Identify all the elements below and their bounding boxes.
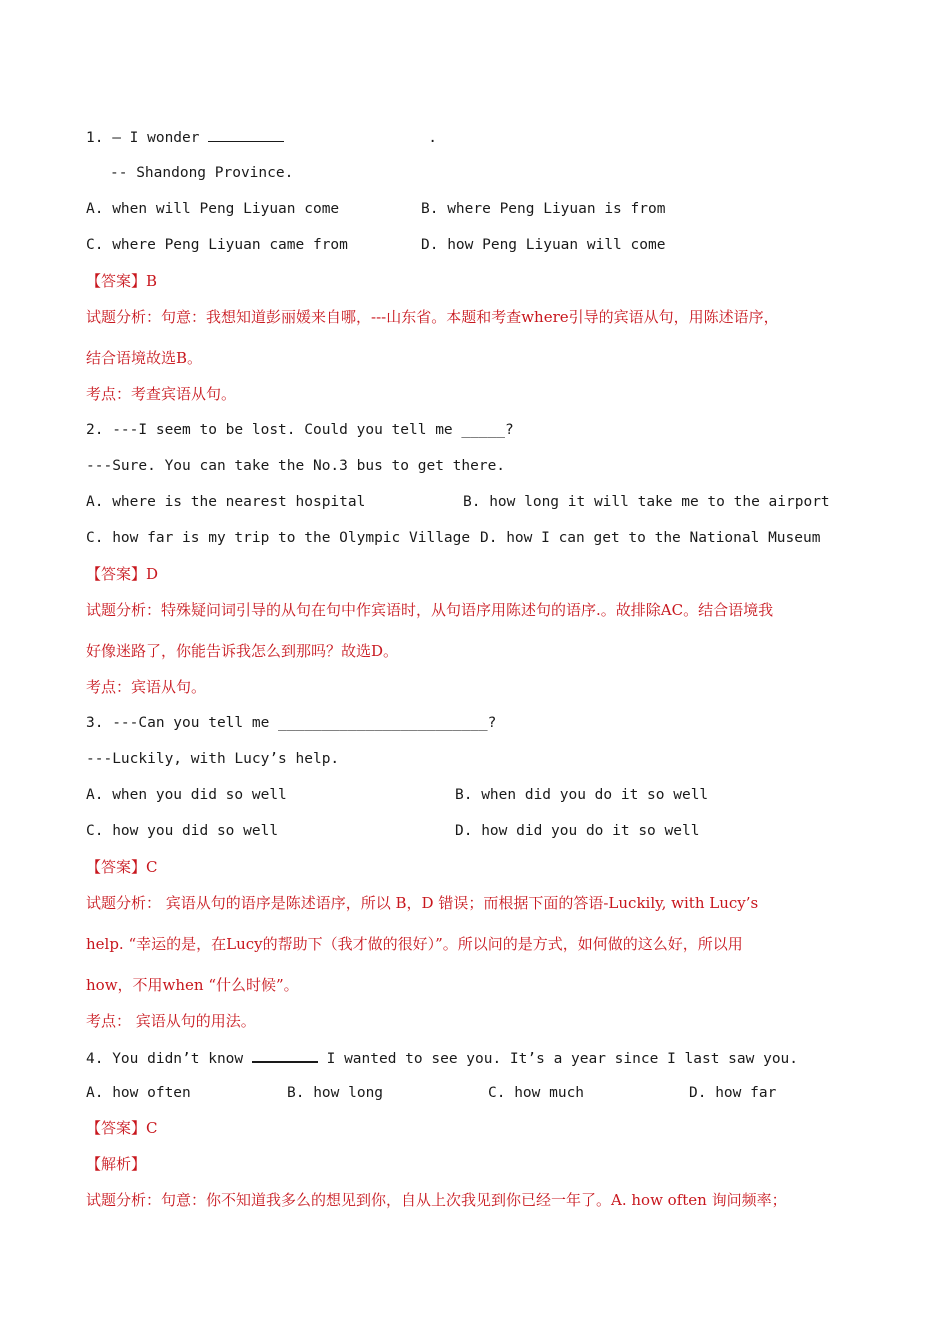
q4-answer: 【答案】C [86, 1119, 158, 1137]
q3-answer: 【答案】C [86, 858, 158, 876]
q2-point: 考点：宾语从句。 [86, 678, 207, 696]
q1-analysis-line2: 结合语境故选B。 [86, 349, 203, 367]
q4-analysis-line1: 试题分析：句意：你不知道我多么的想见到你，自从上次我见到你已经一年了。A. how often 询问频率； [86, 1191, 787, 1209]
q3-option-a: A. when you did so well [86, 787, 287, 803]
q3-option-d: D. how did you do it so well [455, 823, 700, 839]
q1-option-b: B. where Peng Liyuan is from [421, 201, 666, 217]
q2-option-d: D. how I can get to the National Museum [480, 530, 821, 546]
q1-option-d: D. how Peng Liyuan will come [421, 237, 666, 253]
q1-option-c: C. where Peng Liyuan came from [86, 237, 348, 253]
q2-option-b: B. how long it will take me to the airport [463, 494, 830, 510]
q3-prompt: 3. ---Can you tell me ________________________? [86, 715, 497, 731]
q4-option-c: C. how much [488, 1085, 585, 1101]
q3-option-b: B. when did you do it so well [455, 787, 709, 803]
q2-analysis-line1: 试题分析：特殊疑问词引导的从句在句中作宾语时，从句语序用陈述句的语序.。故排除AC。结合语境我 [86, 601, 774, 619]
q2-analysis-line2: 好像迷路了，你能告诉我怎么到那吗？故选D。 [86, 642, 399, 660]
q1-answer: 【答案】B [86, 272, 158, 290]
q2-option-a: A. where is the nearest hospital [86, 494, 366, 510]
q1-point: 考点：考查宾语从句。 [86, 385, 237, 403]
q3-analysis-line1: 试题分析： 宾语从句的语序是陈述语序，所以 B，D 错误；而根据下面的答语-Luckily, with Lucy’s [86, 894, 759, 912]
q3-option-c: C. how you did so well [86, 823, 279, 839]
q3-analysis-line3: how，不用when “什么时候”。 [86, 976, 299, 994]
q4-prompt: 4. You didn’t know I wanted to see you. It’s a year since I last saw you. [86, 1047, 798, 1069]
q3-point: 考点： 宾语从句的用法。 [86, 1012, 256, 1030]
q1-prompt: 1. – I wonder . [86, 127, 437, 148]
q2-prompt: 2. ---I seem to be lost. Could you tell me _____? [86, 422, 514, 438]
q2-option-c: C. how far is my trip to the Olympic Village [86, 530, 471, 546]
q1-blank [208, 127, 284, 142]
q3-reply: ---Luckily, with Lucy’s help. [86, 751, 340, 767]
q1-option-a: A. when will Peng Liyuan come [86, 201, 340, 217]
q4-option-a: A. how often [86, 1085, 191, 1101]
q3-analysis-line2: help. “幸运的是，在Lucy的帮助下（我才做的很好）”。所以问的是方式，如何做的这么好，所以用 [86, 935, 743, 953]
q4-option-b: B. how long [287, 1085, 384, 1101]
q4-option-d: D. how far [689, 1085, 777, 1101]
q1-reply: -- Shandong Province. [110, 165, 294, 181]
q2-reply: ---Sure. You can take the No.3 bus to get there. [86, 458, 506, 474]
q4-analysis-label: 【解析】 [86, 1155, 147, 1173]
q2-answer: 【答案】D [86, 565, 159, 583]
q4-blank [252, 1047, 318, 1063]
q1-analysis-line1: 试题分析：句意：我想知道彭丽媛来自哪，---山东省。本题和考查where引导的宾语从句，用陈述语序， [86, 308, 779, 326]
